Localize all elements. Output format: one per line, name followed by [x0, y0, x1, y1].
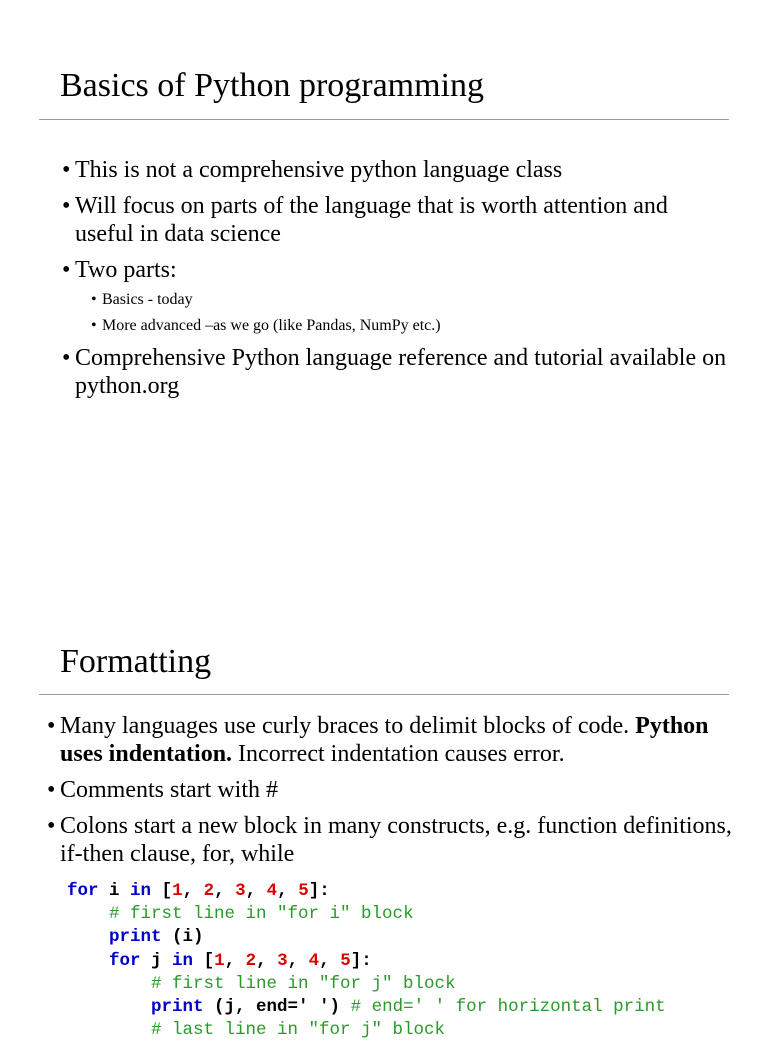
code-comment: # last line in "for j" block [151, 1020, 446, 1041]
code-comment: # first line in "for j" block [151, 973, 456, 994]
title-divider [39, 694, 729, 695]
code-text: (j, end=' ') [203, 997, 351, 1018]
code-comment: # first line in "for i" block [109, 904, 414, 925]
code-keyword: print [109, 927, 162, 948]
code-keyword: print [151, 997, 204, 1018]
title-divider [39, 119, 729, 120]
bullet-item: • Comments start with # [47, 776, 737, 804]
code-text: ]: [350, 950, 372, 971]
code-text: j [140, 950, 173, 971]
code-keyword: in [172, 950, 194, 971]
code-number: 1 [172, 881, 183, 901]
code-number: 2 [245, 950, 257, 971]
bullet-text: Many languages use curly braces to delimit blocks of code. [60, 713, 636, 739]
bullet-text: Two parts: [75, 257, 177, 283]
code-number: 4 [266, 881, 278, 901]
code-text: ]: [308, 881, 330, 901]
code-comment: # end=' ' for horizontal print [350, 997, 666, 1018]
bullet-text: Incorrect indentation causes error. [232, 741, 565, 767]
slide-title: Basics of Python programming [60, 67, 485, 104]
bullet-item: • Will focus on parts of the language that is worth attention and useful in data science [62, 192, 732, 248]
bullet-list [62, 156, 732, 408]
bullet-list [47, 712, 737, 876]
code-keyword: for [67, 881, 99, 901]
code-keyword: for [109, 950, 141, 971]
code-text: [ [193, 950, 215, 971]
bullet-item: • Comprehensive Python language reference and tutorial available on python.org [62, 344, 732, 400]
bullet-item: • Colons start a new block in many constructs, e.g. function definitions, if-then clause, for, while [47, 812, 737, 868]
code-block: for i in [1, 2, 3, 4, 5]: # first line in "for i" block print (i) for j in [1, 2, 3, 4, 5]: # first line in "for j" block print (j, end=' ') # end=' ' for horizontal print # last line in "for j" block [67, 881, 666, 1041]
code-text: [ [151, 881, 173, 901]
code-number: 5 [340, 950, 351, 971]
code-number: 3 [235, 881, 246, 901]
code-text: (i) [161, 927, 204, 948]
sub-bullet-list [62, 290, 732, 336]
bullet-item [62, 256, 732, 336]
bullet-bold-text: Python uses indentation. [60, 713, 709, 767]
code-text: i [98, 881, 131, 901]
code-number: 4 [308, 950, 320, 971]
sub-bullet-item: • More advanced –as we go (like Pandas, NumPy etc.) [62, 316, 732, 336]
sub-bullet-item: • Basics - today [62, 290, 732, 310]
slide-title: Formatting [60, 643, 212, 680]
code-keyword: in [130, 881, 152, 901]
slide-formatting [0, 576, 768, 1041]
code-number: 1 [214, 950, 225, 971]
bullet-item [47, 712, 737, 768]
bullet-item: • This is not a comprehensive python language class [62, 156, 732, 184]
code-number: 5 [298, 881, 309, 901]
code-number: 3 [277, 950, 288, 971]
code-number: 2 [203, 881, 215, 901]
